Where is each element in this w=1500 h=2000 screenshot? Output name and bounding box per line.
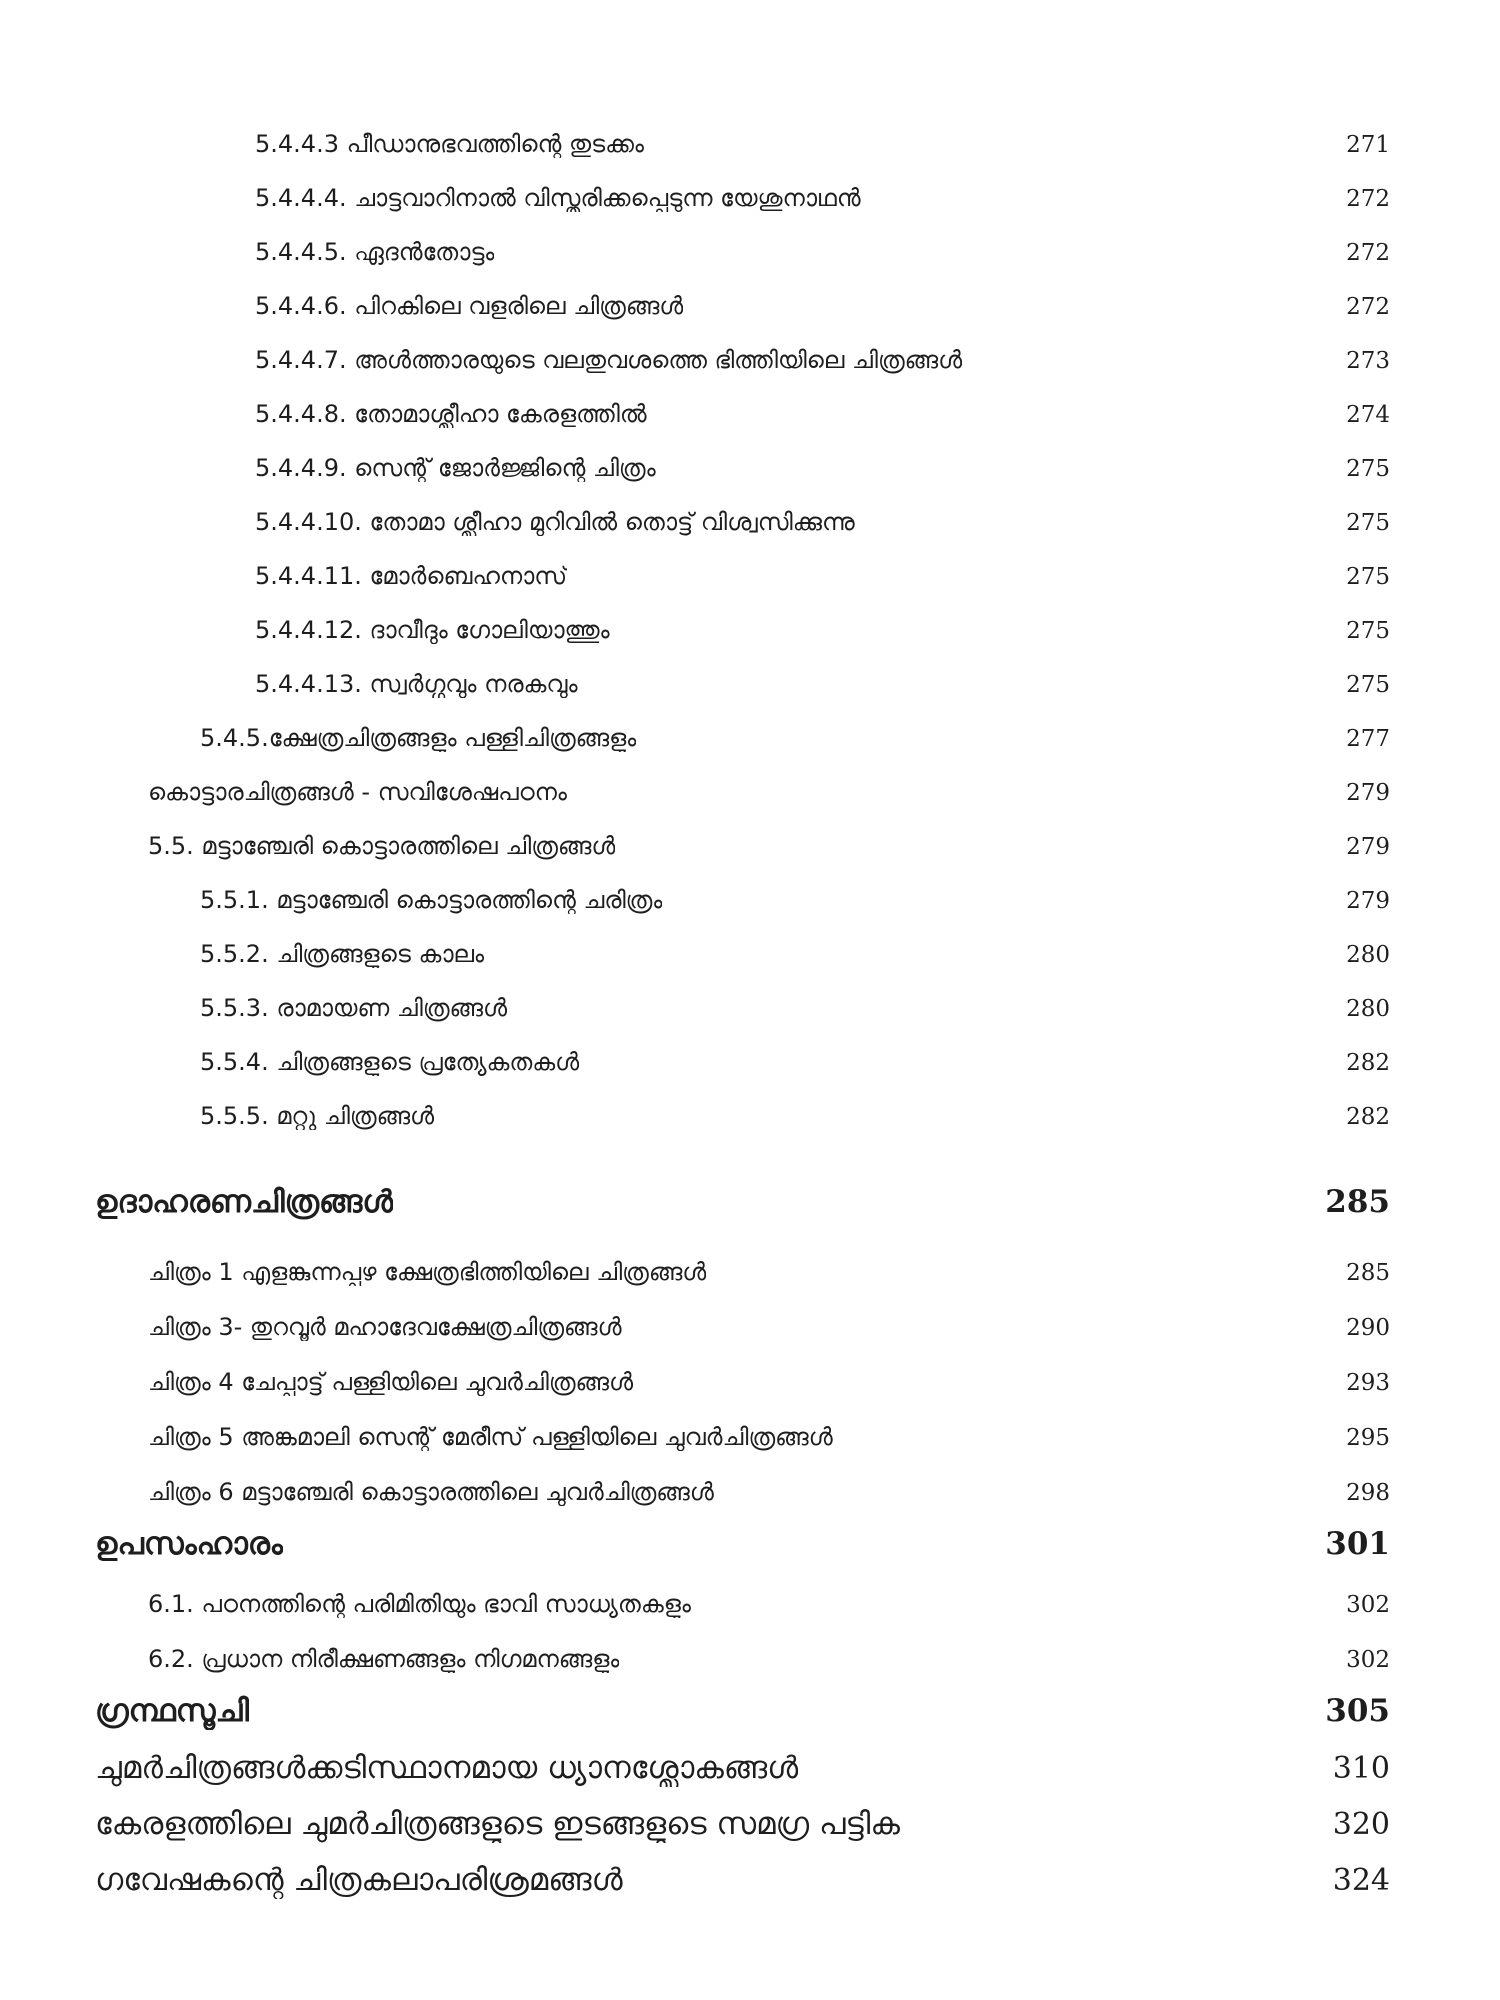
toc-entry-title: 5.4.4.11. മോർബെഹനാസ് <box>255 562 568 590</box>
toc-section-heading <box>95 1693 1390 1730</box>
toc-entry-page: 272 <box>1346 186 1390 212</box>
toc-entry-page: 302 <box>1346 1647 1390 1673</box>
toc-entry-title: കൊട്ടാരചിത്രങ്ങൾ - സവിശേഷപഠനം <box>148 778 567 806</box>
toc-entry-page: 301 <box>1325 1526 1390 1562</box>
toc-entry-title: ഉദാഹരണചിത്രങ്ങൾ <box>95 1184 394 1220</box>
toc-entry <box>255 346 1390 374</box>
toc-entry-title: 5.5.2. ചിത്രങ്ങളുടെ കാലം <box>200 940 485 968</box>
toc-entry-title: 5.5.5. മറ്റു ചിത്രങ്ങൾ <box>200 1102 435 1130</box>
toc-entry-page: 279 <box>1346 888 1390 914</box>
toc-entry <box>255 400 1390 428</box>
toc-entry-title: ചിത്രം 6 മട്ടാഞ്ചേരി കൊട്ടാരത്തിലെ ചുവർചിത്രങ്ങൾ <box>148 1478 714 1506</box>
toc-entry <box>255 238 1390 266</box>
toc-entry <box>255 130 1390 158</box>
toc-entry-title: 5.4.4.3 പീഡാനുഭവത്തിന്റെ തുടക്കം <box>255 130 644 158</box>
toc-entry <box>148 832 1390 860</box>
toc-section-heading <box>95 1526 1390 1563</box>
toc-entry <box>148 1478 1390 1506</box>
toc-entry-title: ഗവേഷകന്റെ ചിത്രകലാപരിശ്രമങ്ങൾ <box>95 1862 623 1898</box>
toc-entry-page: 302 <box>1346 1592 1390 1618</box>
toc-entry-page: 275 <box>1346 510 1390 536</box>
toc-entry-title: കേരളത്തിലെ ചുമർചിത്രങ്ങളുടെ ഇടങ്ങളുടെ സമഗ്ര പട്ടിക <box>95 1806 900 1842</box>
toc-entry-page: 285 <box>1325 1184 1390 1220</box>
toc-entry-title: ഗ്രന്ഥസൂചി <box>95 1693 250 1729</box>
toc-entry-title: ചിത്രം 3- തുറവൂർ മഹാദേവക്ഷേത്രചിത്രങ്ങൾ <box>148 1313 622 1341</box>
toc-entry-page: 271 <box>1346 132 1390 158</box>
toc-entry-title: 6.2. പ്രധാന നിരീക്ഷണങ്ങളും നിഗമനങ്ങളും <box>148 1645 620 1673</box>
toc-entry-title: 5.4.4.12. ദാവീദും ഗോലിയാത്തും <box>255 616 610 644</box>
toc-entry-page: 285 <box>1346 1260 1390 1286</box>
toc-entry <box>200 724 1390 752</box>
toc-entry-page: 279 <box>1346 780 1390 806</box>
toc-entry-title: ചിത്രം 1 എളങ്കുന്നപ്പുഴ ക്ഷേത്രഭിത്തിയിലെ ചിത്രങ്ങൾ <box>148 1258 707 1286</box>
toc-entry-page: 274 <box>1346 402 1390 428</box>
toc-entry <box>148 1258 1390 1286</box>
toc-entry-title: ചിത്രം 5 അങ്കമാലി സെന്റ് മേരീസ് പള്ളിയിലെ ചുവർചിത്രങ്ങൾ <box>148 1423 833 1451</box>
toc-entry-title: 5.5. മട്ടാഞ്ചേരി കൊട്ടാരത്തിലെ ചിത്രങ്ങൾ <box>148 832 616 860</box>
toc-entry <box>200 1048 1390 1076</box>
toc-entry <box>148 1368 1390 1396</box>
toc-entry <box>255 670 1390 698</box>
toc-entry-title: 5.4.4.4. ചാട്ടവാറിനാൽ വിസ്തരിക്കപ്പെടുന്ന യേശുനാഥൻ <box>255 184 861 212</box>
toc-section-heading <box>95 1184 1390 1221</box>
toc-entry-title: 5.4.4.9. സെന്റ് ജോർജ്ജിന്റെ ചിത്രം <box>255 454 656 482</box>
toc-entry-page: 280 <box>1346 942 1390 968</box>
toc-entry-title: 5.4.4.6. പിറകിലെ വളരിലെ ചിത്രങ്ങൾ <box>255 292 684 320</box>
toc-entry <box>148 1590 1390 1618</box>
toc-entry-page: 310 <box>1332 1751 1390 1786</box>
toc-entry <box>148 778 1390 806</box>
toc-entry-page: 298 <box>1346 1480 1390 1506</box>
toc-entry-page: 275 <box>1346 672 1390 698</box>
toc-entry-page: 273 <box>1346 348 1390 374</box>
toc-section-heading <box>95 1806 1390 1843</box>
toc-entry <box>255 508 1390 536</box>
toc-entry-page: 272 <box>1346 294 1390 320</box>
toc-entry-title: 5.5.4. ചിത്രങ്ങളുടെ പ്രത്യേകതകൾ <box>200 1048 580 1076</box>
toc-entry-title: 5.4.4.13. സ്വർഗ്ഗവും നരകവും <box>255 670 578 698</box>
toc-entry-title: 5.4.4.8. തോമാശ്ലീഹാ കേരളത്തിൽ <box>255 400 647 428</box>
toc-entry <box>200 994 1390 1022</box>
toc-entry-page: 305 <box>1325 1693 1390 1729</box>
toc-entry-title: ചിത്രം 4 ചേപ്പാട്ട് പള്ളിയിലെ ചുവർചിത്രങ്ങൾ <box>148 1368 634 1396</box>
toc-entry <box>255 616 1390 644</box>
toc-entry-title: ഉപസംഹാരം <box>95 1526 283 1562</box>
toc-entry-title: 5.4.5.ക്ഷേത്രചിത്രങ്ങളും പള്ളിചിത്രങ്ങളും <box>200 724 637 752</box>
toc-entry-page: 282 <box>1346 1104 1390 1130</box>
toc-entry-title: 5.5.1. മട്ടാഞ്ചേരി കൊട്ടാരത്തിന്റെ ചരിത്രം <box>200 886 663 914</box>
toc-entry-title: 5.4.4.10. തോമാ ശ്ലീഹാ മുറിവിൽ തൊട്ട് വിശ്വസിക്കുന്നു <box>255 508 855 536</box>
toc-entry <box>255 562 1390 590</box>
toc-entry-page: 282 <box>1346 1050 1390 1076</box>
toc-entry-page: 290 <box>1346 1315 1390 1341</box>
toc-entry-title: ചുമർചിത്രങ്ങൾക്കടിസ്ഥാനമായ ധ്യാനശ്ലോകങ്ങൾ <box>95 1750 799 1786</box>
toc-entry <box>255 292 1390 320</box>
toc-entry-page: 320 <box>1332 1807 1390 1842</box>
toc-section-heading <box>95 1750 1390 1787</box>
toc-entry <box>148 1313 1390 1341</box>
toc-entry-page: 272 <box>1346 240 1390 266</box>
toc-entry <box>200 1102 1390 1130</box>
toc-entry <box>148 1645 1390 1673</box>
toc-entry-page: 275 <box>1346 456 1390 482</box>
toc-entry-title: 5.4.4.7. അൾത്താരയുടെ വലതുവശത്തെ ഭിത്തിയിലെ ചിത്രങ്ങൾ <box>255 346 963 374</box>
toc-entry-page: 295 <box>1346 1425 1390 1451</box>
toc-entry-page: 280 <box>1346 996 1390 1022</box>
toc-entry <box>255 454 1390 482</box>
toc-entry-page: 275 <box>1346 564 1390 590</box>
toc-entry-page: 324 <box>1332 1863 1390 1898</box>
toc-section-heading <box>95 1862 1390 1899</box>
toc-entry <box>200 886 1390 914</box>
toc-entry <box>255 184 1390 212</box>
toc-entry-page: 275 <box>1346 618 1390 644</box>
toc-entry-page: 277 <box>1346 726 1390 752</box>
toc-entry-title: 6.1. പഠനത്തിന്റെ പരിമിതിയും ഭാവി സാധ്യതകളും <box>148 1590 691 1618</box>
toc-entry <box>148 1423 1390 1451</box>
toc-entry-title: 5.5.3. രാമായണ ചിത്രങ്ങൾ <box>200 994 508 1022</box>
toc-entry <box>200 940 1390 968</box>
toc-entry-page: 293 <box>1346 1370 1390 1396</box>
toc-entry-title: 5.4.4.5. ഏദൻതോട്ടം <box>255 238 495 266</box>
toc-entry-page: 279 <box>1346 834 1390 860</box>
